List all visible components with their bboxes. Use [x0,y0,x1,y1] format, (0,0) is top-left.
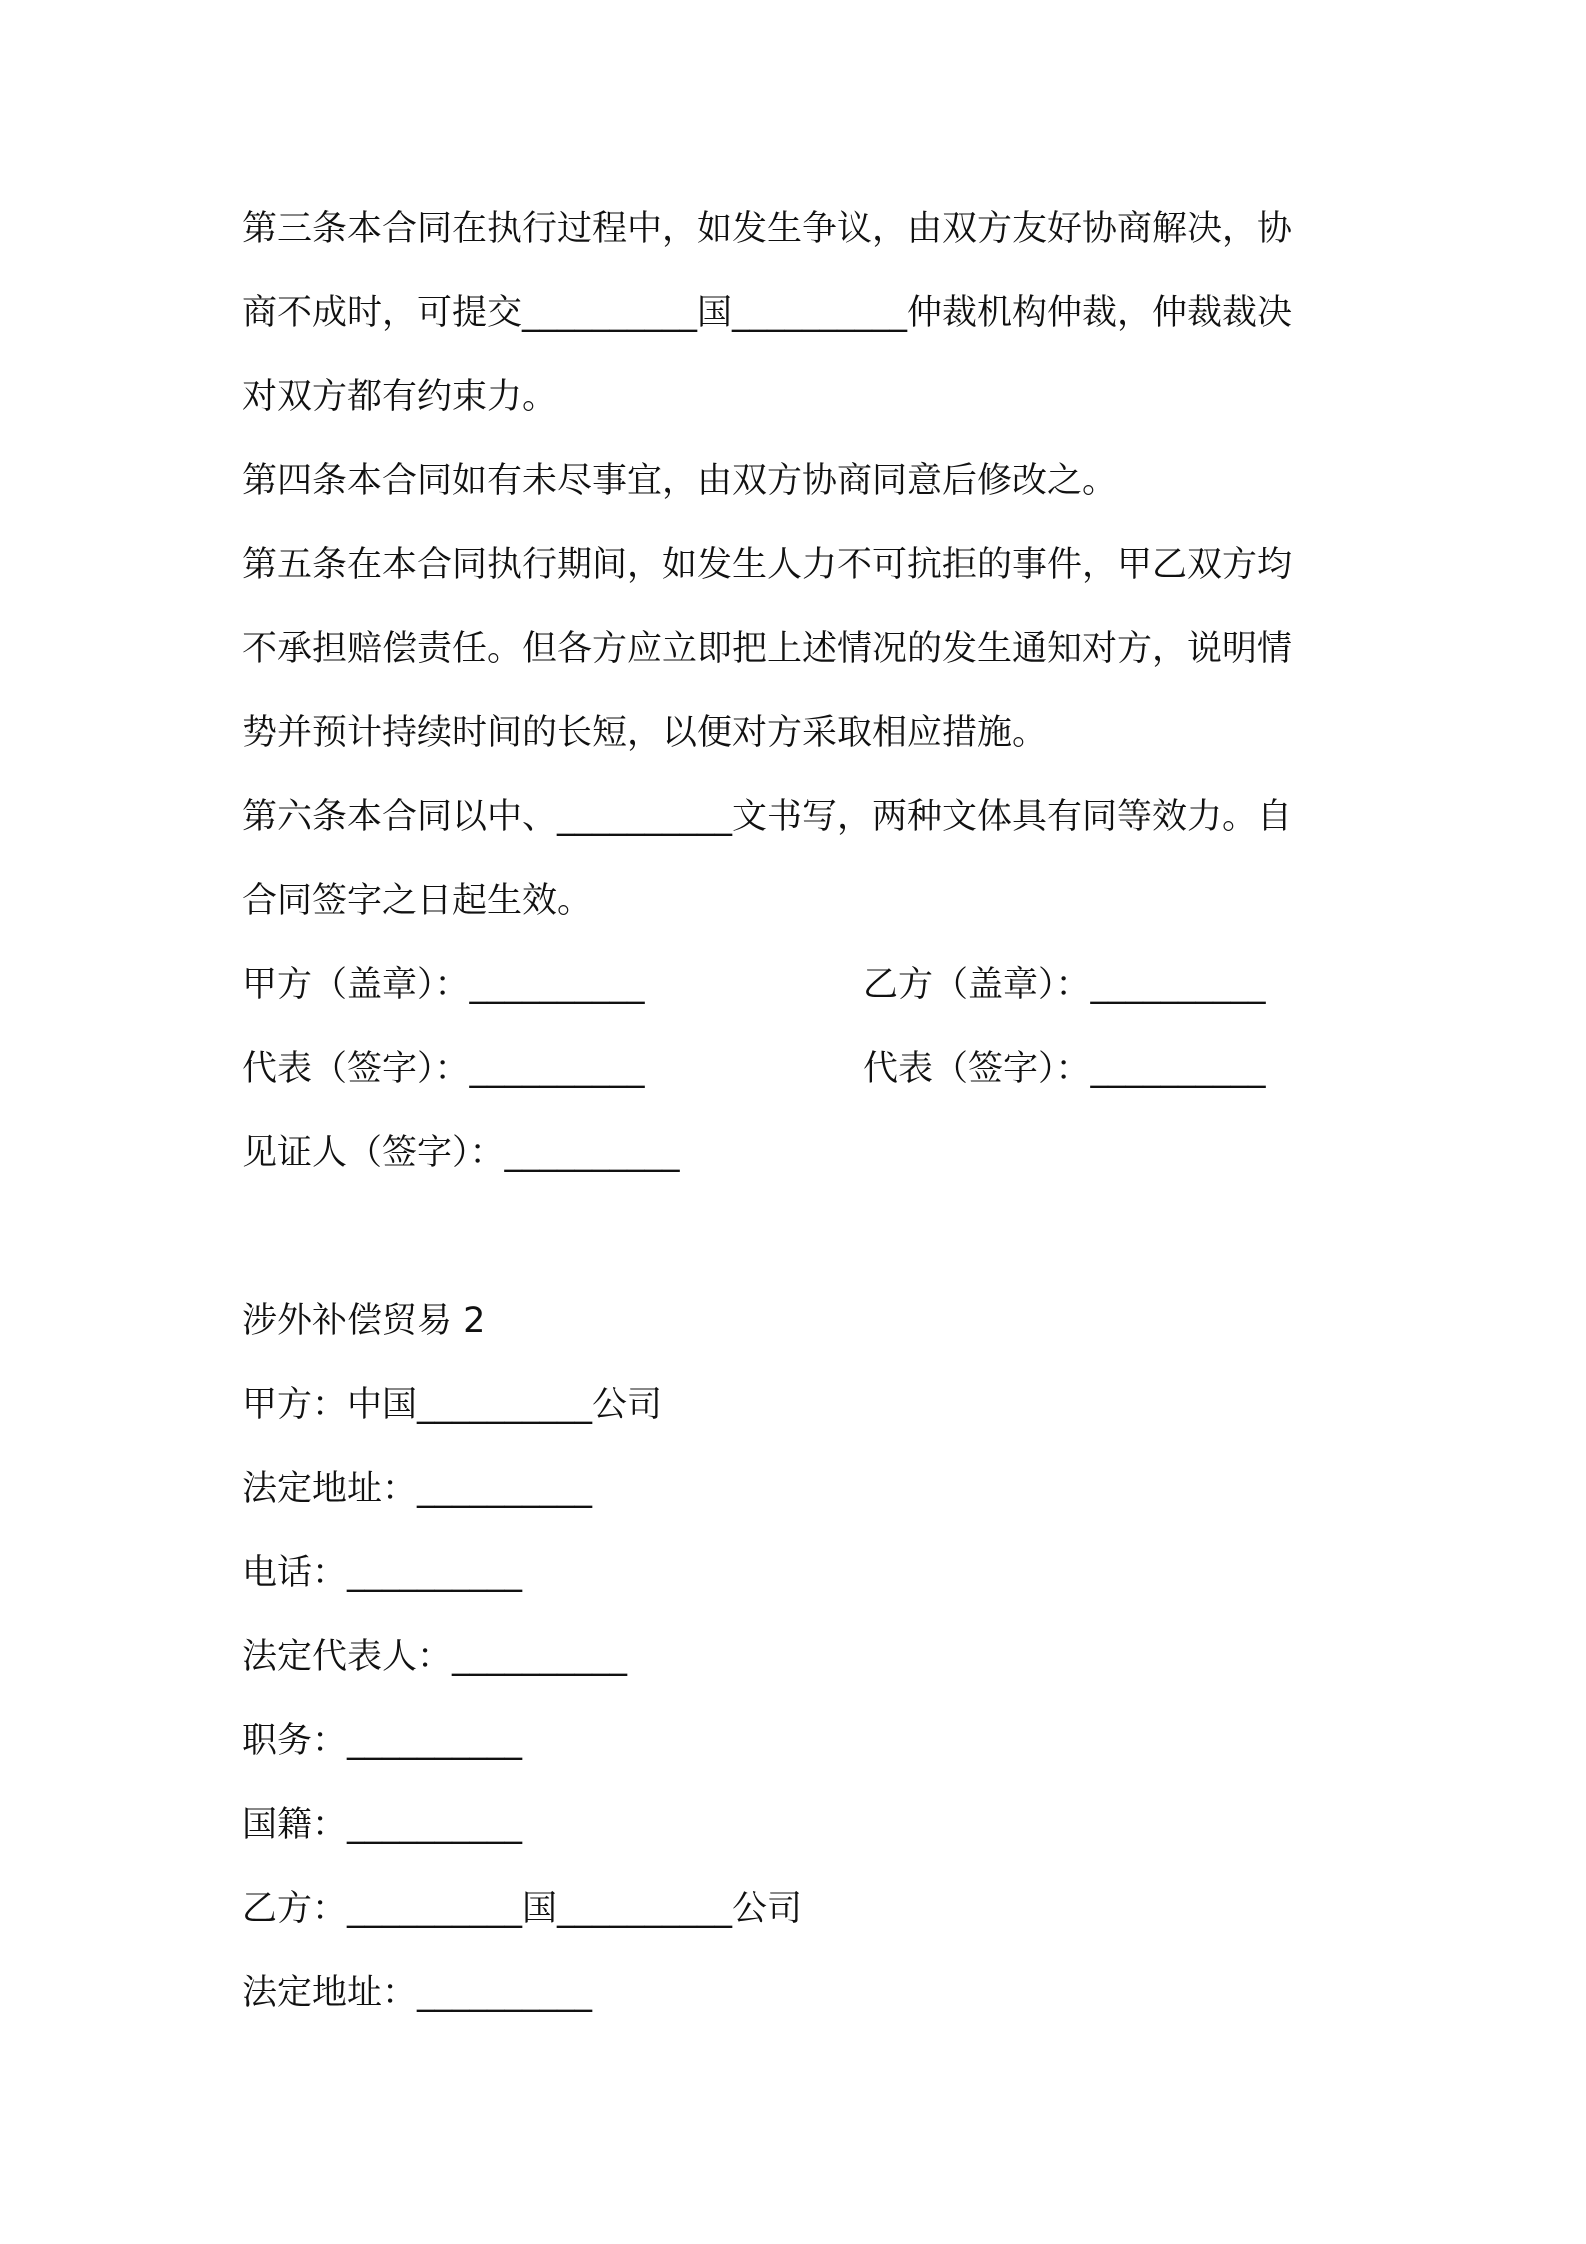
party-a-address-line: 法定地址：__________ [242,1469,593,1509]
party-a-representative-line: 代表（签字）：__________ [242,1049,645,1089]
party-b-representative-line: 代表（签字）：__________ [863,1049,1266,1089]
party-a-nationality-line: 国籍：__________ [242,1805,523,1845]
article-3-line-2: 商不成时，可提交__________国__________仲裁机构仲裁，仲裁裁决 [242,293,1293,333]
article-6-line-1: 第六条本合同以中、__________文书写，两种文体具有同等效力。自 [242,797,1293,837]
party-a-position-line: 职务：__________ [242,1721,523,1761]
party-a-seal-line: 甲方（盖章）：__________ [242,965,645,1005]
witness-signature-line: 见证人（签字）：__________ [242,1133,680,1173]
article-5-line-1: 第五条在本合同执行期间，如发生人力不可抗拒的事件，甲乙双方均 [242,545,1293,585]
party-b-name-line: 乙方：__________国__________公司 [242,1889,803,1929]
article-5-line-3: 势并预计持续时间的长短，以便对方采取相应措施。 [242,713,1048,753]
party-a-legal-representative-line: 法定代表人：__________ [242,1637,628,1677]
article-3-line-1: 第三条本合同在执行过程中，如发生争议，由双方友好协商解决，协 [242,209,1293,249]
party-b-address-line: 法定地址：__________ [242,1973,593,2013]
party-a-name-line: 甲方：中国__________公司 [242,1385,663,1425]
article-4-line-1: 第四条本合同如有未尽事宜，由双方协商同意后修改之。 [242,461,1118,501]
article-5-line-2: 不承担赔偿责任。但各方应立即把上述情况的发生通知对方，说明情 [242,629,1293,669]
article-6-line-2: 合同签字之日起生效。 [242,881,593,921]
party-b-seal-line: 乙方（盖章）：__________ [863,965,1266,1005]
section-2-title: 涉外补偿贸易 2 [242,1301,486,1341]
article-3-line-3: 对双方都有约束力。 [242,377,558,417]
party-a-phone-line: 电话：__________ [242,1553,523,1593]
